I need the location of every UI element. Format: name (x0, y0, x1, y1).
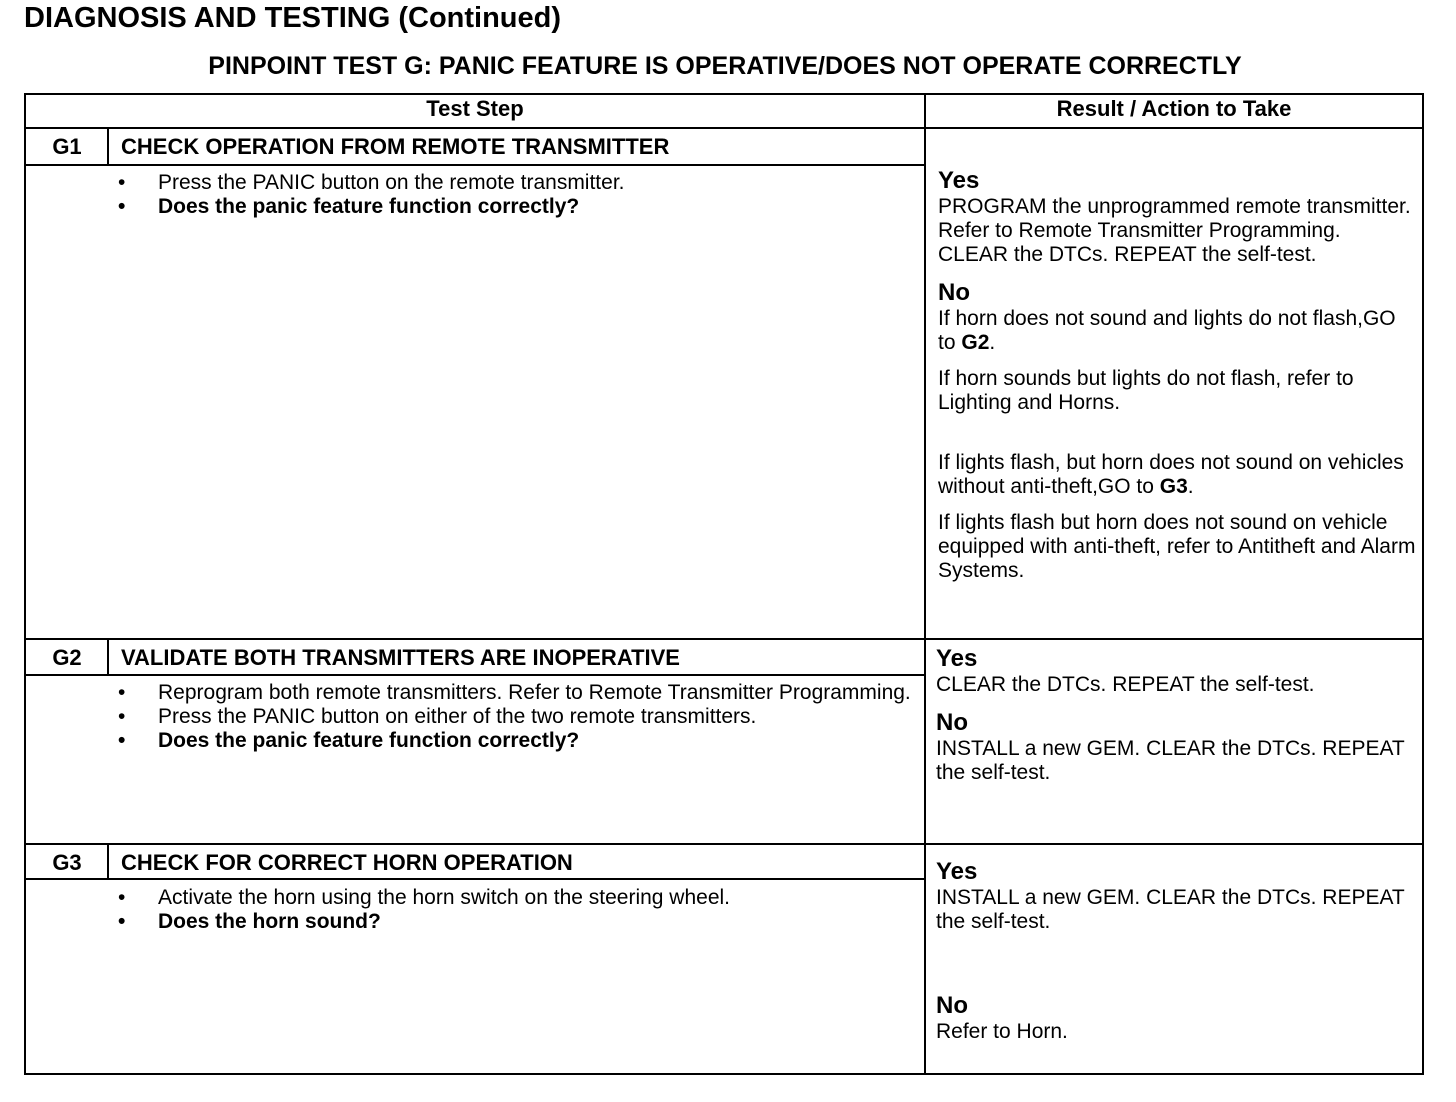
step-id: G2 (52, 645, 82, 670)
g1-title-rule (25, 164, 925, 166)
instruction-question: • Does the panic feature function correctly? (118, 729, 918, 753)
step-instructions (118, 681, 918, 753)
instruction-question: • Does the horn sound? (118, 910, 918, 934)
no-action: If lights flash, but horn does not sound on vehicles without anti-theft,GO to G3. (938, 451, 1404, 498)
no-label: No (936, 709, 968, 736)
step-id: G1 (52, 134, 82, 159)
no-action: If horn sounds but lights do not flash, refer to Lighting and Horns. (938, 367, 1354, 414)
step-reference-g2[interactable]: G2 (961, 331, 990, 354)
instruction-item: • Activate the horn using the horn switch on the steering wheel. (118, 886, 918, 910)
header-rule (25, 127, 1423, 129)
step-title: CHECK OPERATION FROM REMOTE TRANSMITTER (121, 134, 670, 159)
instruction-item: • Reprogram both remote transmitters. Refer to Remote Transmitter Programming. (118, 681, 918, 705)
header-result-action: Result / Action to Take (1056, 96, 1292, 121)
step-id: G3 (52, 850, 82, 875)
column-divider (924, 94, 926, 1074)
row-separator-g2-g3 (25, 843, 1423, 845)
yes-label: Yes (936, 645, 978, 672)
yes-label: Yes (938, 167, 980, 194)
instruction-question: • Does the panic feature function correctly? (118, 195, 918, 219)
header-test-step: Test Step (426, 96, 524, 121)
row-separator-g1-g2 (25, 638, 1423, 640)
step-result (936, 645, 1414, 785)
no-action: If horn does not sound and lights do not flash,GO to G2. (938, 307, 1396, 354)
pinpoint-test-title: PINPOINT TEST G: PANIC FEATURE IS OPERATIVE/DOES NOT OPERATE CORRECTLY (208, 52, 1242, 80)
step-result (936, 992, 1414, 1044)
yes-action: PROGRAM the unprogrammed remote transmitter. Refer to Remote Transmitter Programming. CLEAR the DTCs. REPEAT the self-test. (938, 195, 1411, 266)
step-result (936, 858, 1414, 934)
yes-action: INSTALL a new GEM. CLEAR the DTCs. REPEAT the self-test. (936, 886, 1405, 933)
step-title: VALIDATE BOTH TRANSMITTERS ARE INOPERATIVE (121, 645, 680, 670)
g3-title-rule (25, 878, 925, 880)
step-reference-g3[interactable]: G3 (1159, 475, 1188, 498)
instruction-item: • Press the PANIC button on the remote transmitter. (118, 171, 918, 195)
yes-action: CLEAR the DTCs. REPEAT the self-test. (936, 673, 1315, 696)
no-label: No (936, 992, 968, 1019)
yes-label: Yes (936, 858, 978, 885)
no-action: If lights flash but horn does not sound on vehicle equipped with anti-theft, refer to Antitheft and Alarm Systems. (938, 511, 1416, 582)
step-title: CHECK FOR CORRECT HORN OPERATION (121, 850, 573, 875)
g2-title-rule (25, 674, 925, 676)
step-instructions (118, 886, 918, 934)
instruction-item: • Press the PANIC button on either of the two remote transmitters. (118, 705, 918, 729)
no-action: Refer to Horn. (936, 1020, 1068, 1043)
no-action: INSTALL a new GEM. CLEAR the DTCs. REPEAT the self-test. (936, 737, 1405, 784)
page-title: DIAGNOSIS AND TESTING (Continued) (24, 2, 562, 34)
no-label: No (938, 279, 970, 306)
step-result (938, 167, 1416, 583)
step-instructions (118, 171, 918, 219)
